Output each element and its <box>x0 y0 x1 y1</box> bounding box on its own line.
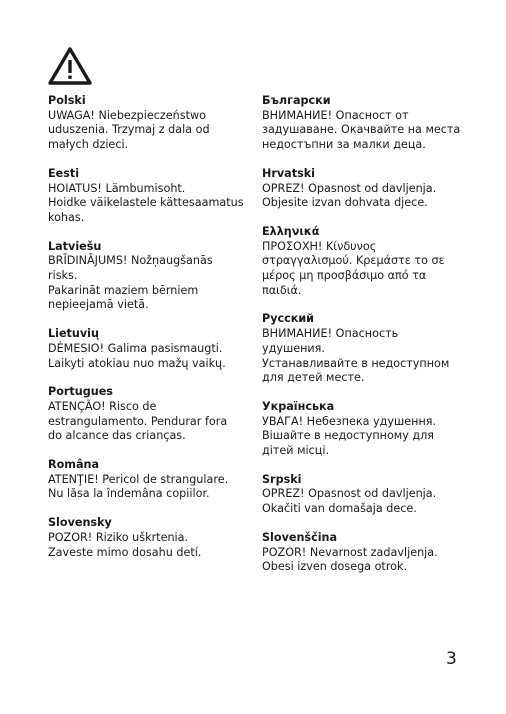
warning-text-line: недостъпни за малки деца. <box>262 138 426 152</box>
language-heading: Lietuvių <box>48 327 99 341</box>
section-lietuviu <box>48 327 263 371</box>
section-hrvatski <box>262 167 477 211</box>
section-ellinika <box>262 225 477 299</box>
section-ukrainska <box>262 400 477 459</box>
language-heading: Latviešu <box>48 239 102 253</box>
warning-text-line: OPREZ! Opasnost od davljenja. <box>262 487 437 501</box>
section-eesti <box>48 167 263 226</box>
right-column <box>262 94 477 589</box>
warning-text-line: POZOR! Riziko uškrtenia. <box>48 530 189 544</box>
warning-text-line: małych dzieci. <box>48 138 129 152</box>
warning-text-line: στραγγαλισμού. Κρεμάστε το σε <box>262 254 445 268</box>
warning-text-line: задушаване. Окачвайте на места <box>262 123 461 137</box>
warning-text-line: дітей місці. <box>262 444 330 458</box>
warning-text-line: UWAGA! Niebezpieczeństwo <box>48 108 206 122</box>
warning-text-line: Pakarināt maziem bērniem <box>48 283 199 297</box>
warning-text-line: Hoidke väikelastele kättesaamatus <box>48 196 244 210</box>
warning-text-line: μέρος μη προσβάσιμο από τα <box>262 269 427 283</box>
warning-text-line: kohas. <box>48 210 85 224</box>
warning-text-line: Zaveste mimo dosahu detí. <box>48 545 202 559</box>
warning-text-line: УВАГА! Небезпека удушення. <box>262 414 437 428</box>
warning-text-line: для детей месте. <box>262 371 365 385</box>
warning-text-line: Laikyti atokiau nuo mažų vaikų. <box>48 356 226 370</box>
warning-text-line: Вішайте в недоступному для <box>262 429 435 443</box>
warning-text-line: nepieejamā vietā. <box>48 298 149 312</box>
warning-text-line: risks. <box>48 269 78 283</box>
section-polski <box>48 94 263 153</box>
language-heading: Româna <box>48 458 100 472</box>
section-slovensky <box>48 516 263 560</box>
warning-text-line: ВНИМАНИЕ! Опасност от <box>262 108 409 122</box>
section-romana <box>48 458 263 502</box>
section-bulgarski <box>262 94 477 153</box>
section-portugues <box>48 385 263 444</box>
language-heading: Slovenščina <box>262 530 338 544</box>
section-latviesu <box>48 240 263 314</box>
page-number: 3 <box>446 649 457 669</box>
warning-text-line: HOIATUS! Lämbumisoht. <box>48 181 186 195</box>
warning-text-line: ВНИМАНИЕ! Опасность <box>262 327 399 341</box>
warning-text-line: Устанавливайте в недоступном <box>262 356 450 370</box>
warning-text-line: Obesi izven dosega otrok. <box>262 560 408 574</box>
left-column <box>48 94 263 574</box>
language-heading: Български <box>262 94 331 107</box>
warning-text-line: Nu lăsa la îndemâna copiilor. <box>48 487 210 501</box>
warning-text-line: estrangulamento. Pendurar fora <box>48 414 228 428</box>
warning-text-line: DĖMESIO! Galima pasismaugti. <box>48 341 223 355</box>
language-heading: Srpski <box>262 472 302 486</box>
section-srpski <box>262 473 477 517</box>
warning-text-line: BRĪDINĀJUMS! Nožņaugšanās <box>48 254 213 268</box>
language-heading: Polski <box>48 94 86 107</box>
warning-text-line: ATENŢIE! Pericol de strangulare. <box>48 472 229 486</box>
language-heading: Русский <box>262 312 315 326</box>
section-slovenscina <box>262 531 477 575</box>
warning-text-line: Objesite izvan dohvata djece. <box>262 196 428 210</box>
warning-text-line: ΠΡΟΣΟΧΗ! Κίνδυνος <box>262 239 377 253</box>
language-heading: Українська <box>262 399 335 413</box>
warning-text-line: OPREZ! Opasnost od davljenja. <box>262 181 437 195</box>
language-heading: Eesti <box>48 166 80 180</box>
language-heading: Ελληνικά <box>262 224 320 238</box>
language-heading: Slovensky <box>48 516 112 530</box>
warning-text-line: POZOR! Nevarnost zadavljenja. <box>262 545 438 559</box>
warning-text-line: ATENÇÃO! Risco de <box>48 399 157 413</box>
language-heading: Portugues <box>48 385 113 399</box>
warning-text-line: Okačiti van domašaja dece. <box>262 502 417 516</box>
warning-text-line: παιδιά. <box>262 283 302 297</box>
language-heading: Hrvatski <box>262 166 316 180</box>
warning-text-line: uduszenia. Trzymaj z dala od <box>48 123 210 137</box>
section-russkiy <box>262 312 477 386</box>
warning-text-line: удушения. <box>262 341 325 355</box>
warning-triangle-icon <box>47 46 93 86</box>
warning-text-line: do alcance das crianças. <box>48 429 186 443</box>
